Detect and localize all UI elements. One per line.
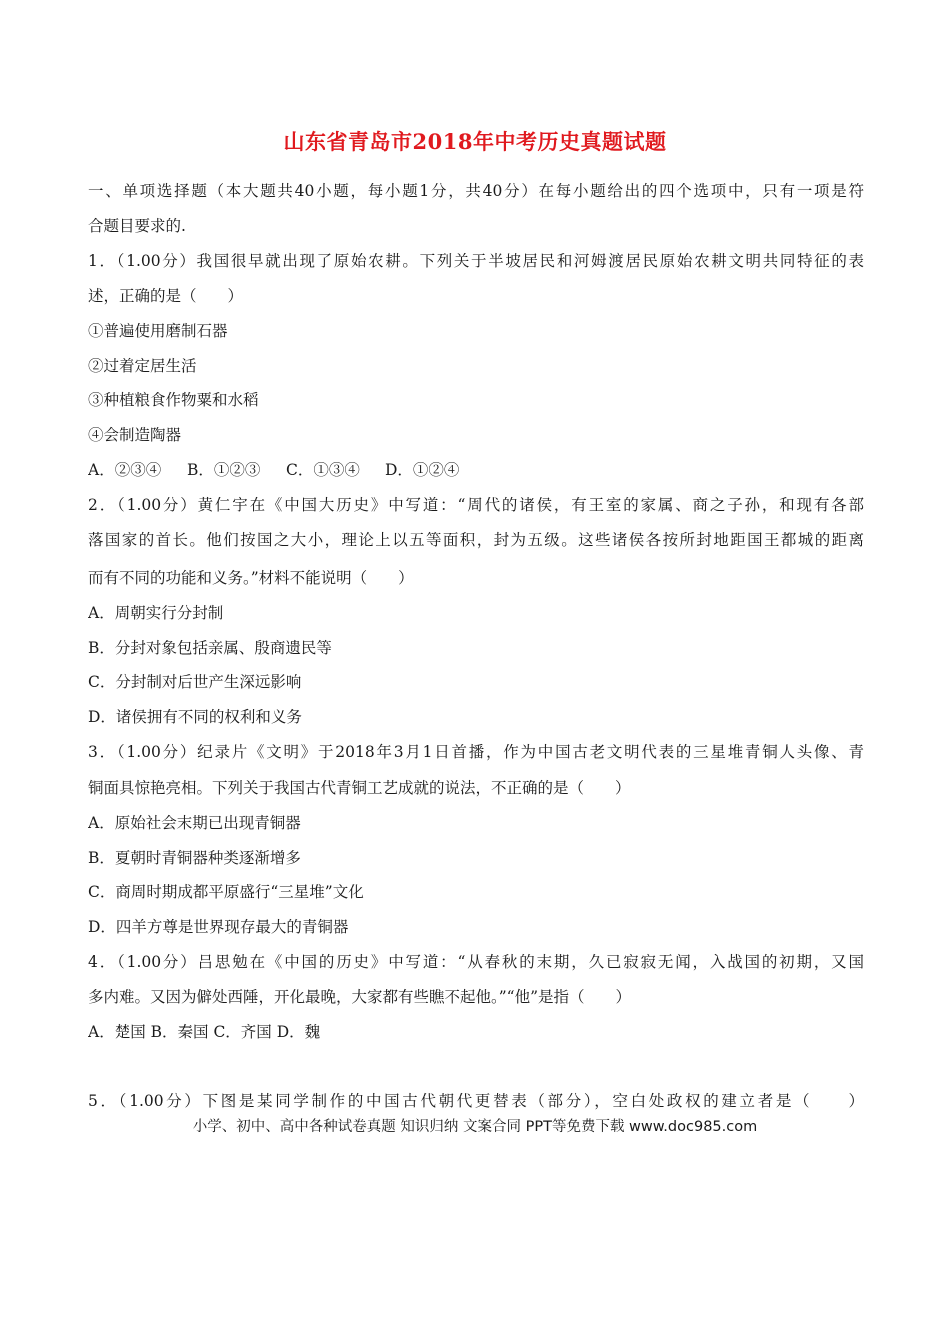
q2-stem-line2: 落国家的首长。他们按国之大小，理论上以五等面积，封为五级。这些诸侯各按所封地距国王都城的距离 (88, 531, 864, 549)
q2-stem-line3: 而有不同的功能和义务。”材料不能说明（ ） (88, 569, 414, 587)
q3-option-a[interactable]: A．原始社会末期已出现青铜器 (88, 814, 301, 832)
q1-item-2: ②过着定居生活 (88, 357, 197, 375)
q1-option-d[interactable]: D．①②④ (385, 461, 460, 479)
q1-options (88, 459, 864, 481)
q4-options[interactable]: A．楚国 B．秦国 C．齐国 D．魏 (88, 1023, 321, 1041)
section-instructions-line2: 合题目要求的. (88, 217, 186, 235)
q3-option-c[interactable]: C．商周时期成都平原盛行“三星堆”文化 (88, 883, 364, 901)
q1-option-c[interactable]: C．①③④ (286, 461, 360, 479)
q5-stem-line1: 5．（1.00分）下图是某同学制作的中国古代朝代更替表（部分），空白处政权的建立者是（ ） (88, 1092, 864, 1110)
q1-item-3: ③种植粮食作物粟和水稻 (88, 391, 259, 409)
q2-option-c[interactable]: C．分封制对后世产生深远影响 (88, 673, 302, 691)
q3-stem-line2: 铜面具惊艳亮相。下列关于我国古代青铜工艺成就的说法，不正确的是（ ） (88, 779, 631, 797)
q2-option-d[interactable]: D．诸侯拥有不同的权利和义务 (88, 708, 302, 726)
footer-banner: 小学、初中、高中各种试卷真题 知识归纳 文案合同 PPT等免费下载 www.doc985.com (192, 1119, 758, 1135)
q2-option-b[interactable]: B．分封对象包括亲属、殷商遗民等 (88, 639, 332, 657)
q3-option-d[interactable]: D．四羊方尊是世界现存最大的青铜器 (88, 918, 349, 936)
q2-stem-line1: 2．（1.00分）黄仁宇在《中国大历史》中写道：“周代的诸侯，有王室的家属、商之子孙，和现有各部 (88, 496, 864, 514)
q4-stem-line1: 4．（1.00分）吕思勉在《中国的历史》中写道：“从春秋的末期，久已寂寂无闻，入战国的初期，又国 (88, 953, 864, 971)
q4-stem-line2: 多内难。又因为僻处西陲，开化最晚，大家都有些瞧不起他。”“他”是指（ ） (88, 988, 632, 1006)
q1-item-1: ①普遍使用磨制石器 (88, 322, 228, 340)
page-title: 山东省青岛市2018年中考历史真题试题 (283, 129, 667, 154)
q3-stem-line1: 3．（1.00分）纪录片《文明》于2018年3月1日首播，作为中国古老文明代表的三星堆青铜人头像、青 (88, 743, 864, 761)
q1-item-4: ④会制造陶器 (88, 426, 182, 444)
q1-stem-line1: 1．（1.00分）我国很早就出现了原始农耕。下列关于半坡居民和河姆渡居民原始农耕文明共同特征的表 (88, 252, 864, 270)
q1-option-b[interactable]: B．①②③ (187, 461, 261, 479)
q1-stem-line2: 述，正确的是（ ） (88, 287, 244, 305)
q1-option-a[interactable]: A．②③④ (88, 461, 162, 479)
q2-option-a[interactable]: A．周朝实行分封制 (88, 604, 224, 622)
q3-option-b[interactable]: B．夏朝时青铜器种类逐渐增多 (88, 849, 301, 867)
section-instructions-line1: 一、单项选择题（本大题共40小题，每小题1分，共40分）在每小题给出的四个选项中，只有一项是符 (88, 182, 864, 200)
